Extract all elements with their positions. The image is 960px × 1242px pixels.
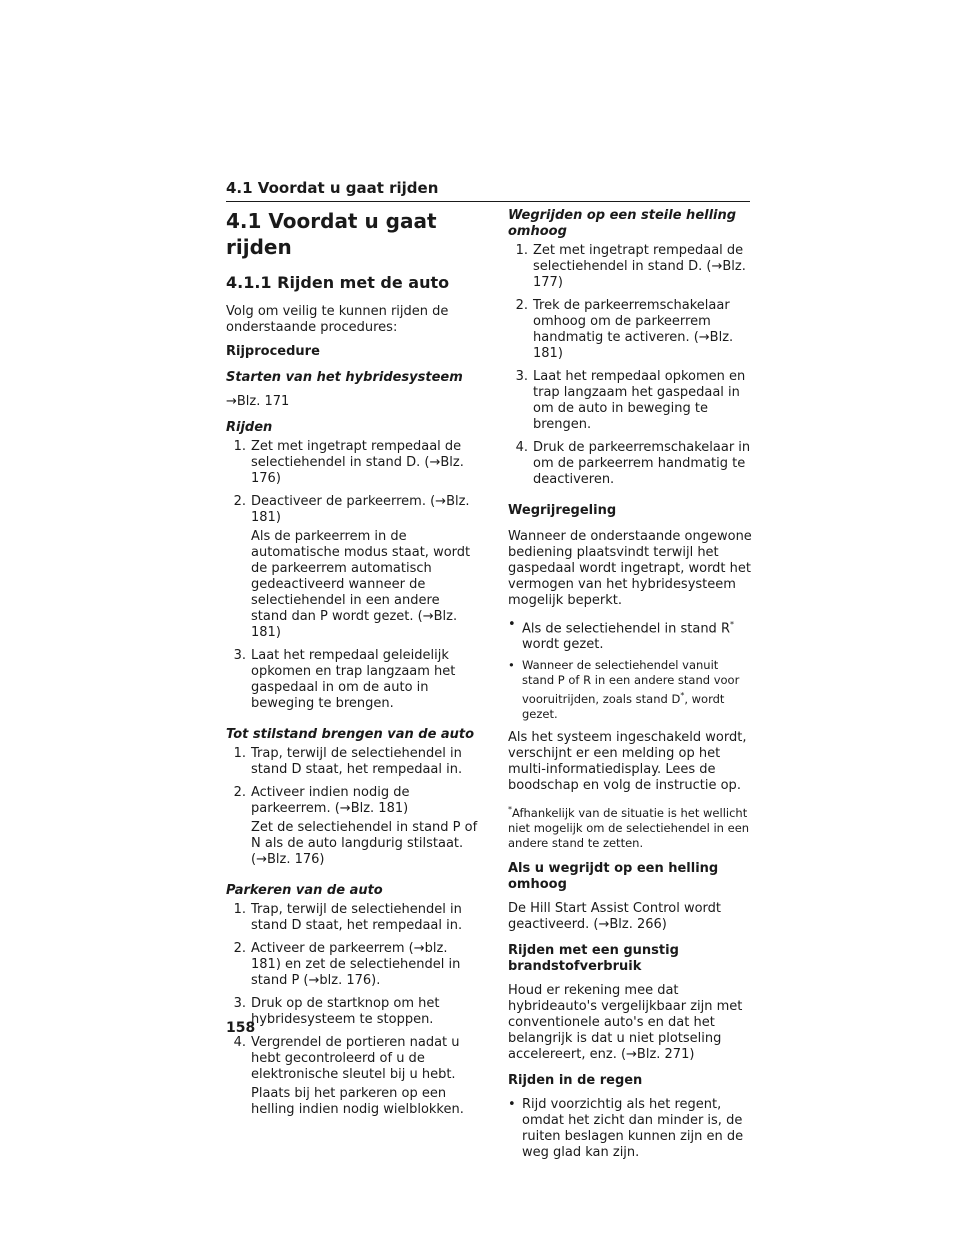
section-title: 4.1 Voordat u gaat rijden: [226, 209, 437, 259]
step-text: Activeer de parkeerrem (→blz. 181) en zet de selectiehendel in stand P (→blz. 176).: [251, 941, 461, 988]
bullet-text: Rijd voorzichtig als het regent, omdat het zicht dan minder is, de ruiten beslagen kunnen zijn en de weg glad kan zijn.: [522, 1096, 744, 1160]
intro-text: Volg om veilig te kunnen rijden de onderstaande procedures:: [226, 304, 449, 335]
list-item: [226, 1035, 478, 1121]
step-body: [530, 243, 752, 294]
step-text: Laat het rempedaal geleidelijk opkomen en trap langzaam het gaspedaal in om de auto in beweging te brengen.: [251, 648, 456, 711]
step-number: 1.: [233, 902, 246, 917]
list-item: [226, 785, 478, 871]
step-number: 1.: [515, 243, 528, 258]
step-number: 2.: [233, 785, 246, 800]
list-item: [508, 243, 752, 294]
helling-heading: Als u wegrijdt op een helling omhoog: [508, 860, 719, 892]
regen-bullets: [508, 1097, 752, 1161]
step-number: 2.: [233, 941, 246, 956]
step-number: 2.: [233, 494, 246, 509]
step-number: 3.: [233, 648, 246, 663]
step-body: [530, 369, 752, 436]
step-note: Plaats bij het parkeren op een helling indien nodig wielblokken.: [251, 1086, 464, 1117]
step-text: Trap, terwijl de selectiehendel in stand D staat, het rempedaal in.: [251, 902, 463, 933]
list-item: [508, 369, 752, 436]
footnote: *Afhankelijk van de situatie is het wellicht niet mogelijk om de selectiehendel in een andere stand te zetten.: [508, 805, 750, 850]
step-body: [248, 785, 478, 871]
step-text: Vergrendel de portieren nadat u hebt gecontroleerd of u de elektronische sleutel bij u hebt.: [251, 1035, 460, 1082]
step-body: [248, 746, 478, 781]
step-text: Laat het rempedaal opkomen en trap langzaam het gaspedaal in om de auto in beweging te brengen.: [533, 369, 746, 432]
steile-helling-heading: Wegrijden op een steile helling omhoog: [508, 208, 737, 239]
step-note: Als de parkeerrem in de automatische modus staat, wordt de parkeerrem automatisch gedeactiveerd wanneer de selectiehendel in een andere stand dan P wordt gezet. (→Blz. 181): [251, 529, 471, 640]
rijprocedure-heading: Rijprocedure: [226, 344, 320, 359]
step-text: Deactiveer de parkeerrem. (→Blz. 181): [251, 494, 470, 525]
step-body: [248, 996, 478, 1031]
bullet-text: Als de selectiehendel in stand R* wordt gezet.: [522, 620, 734, 653]
wegrijregeling-text: Wanneer de onderstaande ongewone bediening plaatsvindt terwijl het gaspedaal wordt ingetrapt, wordt het vermogen van het hybridesysteem mogelijk beperkt.: [508, 529, 752, 608]
list-item: [226, 494, 478, 644]
rijden-heading: Rijden: [226, 420, 273, 435]
step-body: [248, 1035, 478, 1121]
list-item: [508, 440, 752, 491]
brandstof-heading: Rijden met een gunstig brandstofverbruik: [508, 942, 679, 974]
wegrijregeling-bullets: [508, 617, 752, 722]
step-body: [248, 648, 478, 715]
helling-text: De Hill Start Assist Control wordt geactiveerd. (→Blz. 266): [508, 900, 722, 932]
step-number: 4.: [233, 1035, 246, 1050]
bullet-icon: •: [508, 617, 516, 632]
step-body: [248, 941, 478, 992]
step-text: Trek de parkeerremschakelaar omhoog om de parkeerrem handmatig te activeren. (→Blz. 181): [533, 298, 734, 361]
step-text: Zet met ingetrapt rempedaal de selectiehendel in stand D. (→Blz. 177): [533, 243, 746, 290]
wegrijregeling-heading: Wegrijregeling: [508, 503, 617, 518]
bullet-icon: •: [508, 1096, 516, 1112]
step-number: 1.: [233, 439, 246, 454]
running-head: 4.1 Voordat u gaat rijden: [226, 178, 750, 202]
list-item: [226, 746, 478, 781]
melding-text: Als het systeem ingeschakeld wordt, verschijnt er een melding op het multi-informatiedisplay. Lees de boodschap en volg de instructie op.: [508, 730, 747, 794]
regen-heading: Rijden in de regen: [508, 1072, 643, 1088]
step-number: 3.: [515, 369, 528, 384]
step-text: Trap, terwijl de selectiehendel in stand D staat, het rempedaal in.: [251, 746, 463, 777]
step-number: 1.: [233, 746, 246, 761]
step-text: Zet met ingetrapt rempedaal de selectiehendel in stand D. (→Blz. 176): [251, 439, 464, 486]
list-item: [226, 941, 478, 992]
stilstand-heading: Tot stilstand brengen van de auto: [226, 727, 475, 742]
page-number: 158: [226, 1020, 256, 1036]
parkeren-heading: Parkeren van de auto: [226, 883, 383, 898]
step-note: Zet de selectiehendel in stand P of N als de auto langdurig stilstaat. (→Blz. 176): [251, 820, 478, 867]
subsection-title: 4.1.1 Rijden met de auto: [226, 273, 450, 292]
list-item: [508, 1097, 752, 1161]
step-text: Activeer indien nodig de parkeerrem. (→Blz. 181): [251, 785, 410, 816]
step-body: [248, 439, 478, 490]
starten-heading: Starten van het hybridesysteem: [226, 370, 463, 385]
step-number: 2.: [515, 298, 528, 313]
list-item: [226, 996, 478, 1031]
step-body: [248, 494, 478, 644]
list-item: [226, 902, 478, 937]
bullet-icon: •: [508, 658, 515, 673]
step-body: [530, 440, 752, 491]
step-text: Druk op de startknop om het hybridesysteem te stoppen.: [251, 996, 440, 1027]
brandstof-text: Houd er rekening mee dat hybrideauto's vergelijkbaar zijn met conventionele auto's en dat het belangrijk is dat u niet plotseling accelereert, enz. (→Blz. 271): [508, 982, 743, 1062]
step-number: 3.: [233, 996, 246, 1011]
right-column: [508, 208, 752, 1169]
left-column: [226, 208, 478, 1133]
parkeren-list: [226, 902, 478, 1121]
stilstand-list: [226, 746, 478, 871]
steile-helling-list: [508, 243, 752, 491]
bullet-text: Wanneer de selectiehendel vanuit stand P of R in een andere stand voor vooruitrijden, zoals stand D*, wordt gezet.: [522, 658, 740, 722]
step-number: 4.: [515, 440, 528, 455]
starten-ref: →Blz. 171: [226, 394, 290, 409]
list-item: [508, 658, 752, 722]
step-text: Druk de parkeerremschakelaar in om de parkeerrem handmatig te deactiveren.: [533, 440, 751, 487]
list-item: [508, 617, 752, 653]
list-item: [226, 439, 478, 490]
step-body: [248, 902, 478, 937]
rijden-list: [226, 439, 478, 715]
step-body: [530, 298, 752, 365]
list-item: [508, 298, 752, 365]
list-item: [226, 648, 478, 715]
